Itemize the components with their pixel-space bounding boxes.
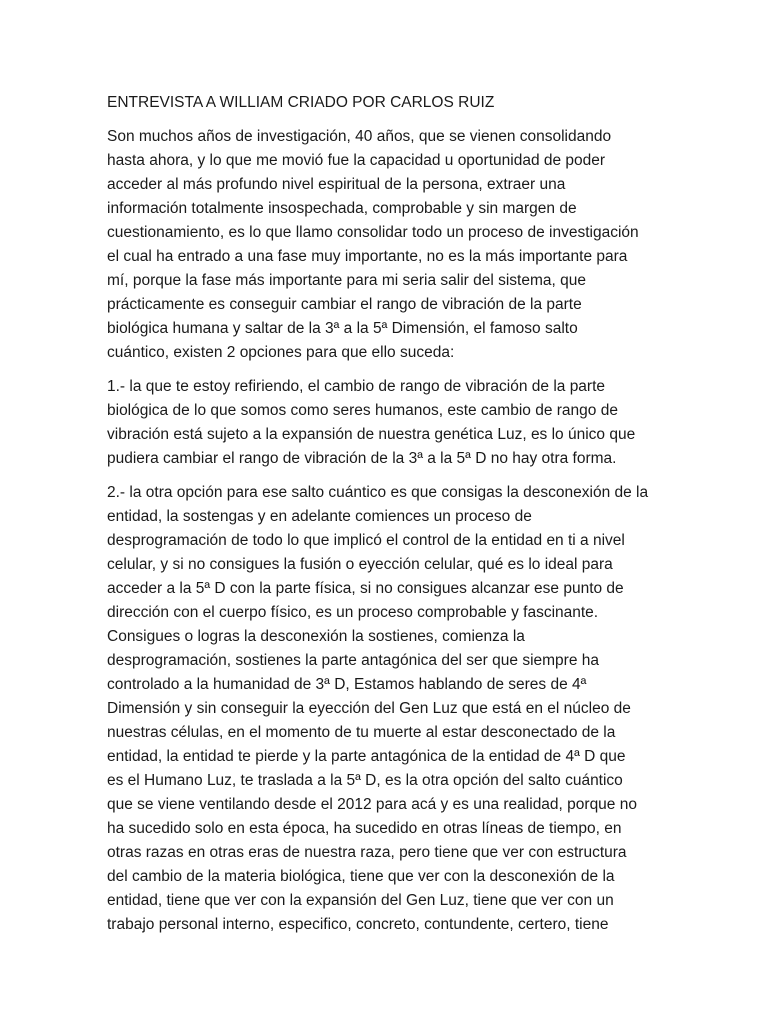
text-line: Dimensión y sin conseguir la eyección del Gen Luz que está en el núcleo de xyxy=(107,700,631,717)
text-line: nuestras células, en el momento de tu muerte al estar desconectado de la xyxy=(107,724,616,741)
text-line: cuestionamiento, es lo que llamo consolidar todo un proceso de investigación xyxy=(107,224,639,241)
text-line: entidad, la entidad te pierde y la parte antagónica de la entidad de 4ª D que xyxy=(107,748,626,765)
text-line: del cambio de la materia biológica, tiene que ver con la desconexión de la xyxy=(107,868,615,885)
text-line: otras razas en otras eras de nuestra raza, pero tiene que ver con estructura xyxy=(107,844,627,861)
text-line: prácticamente es conseguir cambiar el rango de vibración de la parte xyxy=(107,296,582,313)
text-line: entidad, la sostengas y en adelante comiences un proceso de xyxy=(107,508,532,525)
document-body xyxy=(107,125,667,937)
text-line: desprogramación de todo lo que implicó el control de la entidad en ti a nivel xyxy=(107,532,625,549)
text-line: biológica humana y saltar de la 3ª a la 5ª Dimensión, el famoso salto xyxy=(107,320,578,337)
text-line: que se viene ventilando desde el 2012 para acá y es una realidad, porque no xyxy=(107,796,637,813)
text-line: entidad, tiene que ver con la expansión del Gen Luz, tiene que ver con un xyxy=(107,892,614,909)
paragraph-1 xyxy=(107,125,667,365)
text-line: ha sucedido solo en esta época, ha sucedido en otras líneas de tiempo, en xyxy=(107,820,622,837)
text-line: dirección con el cuerpo físico, es un proceso comprobable y fascinante. xyxy=(107,604,599,621)
text-line: información totalmente insospechada, comprobable y sin margen de xyxy=(107,200,577,217)
text-line: hasta ahora, y lo que me movió fue la capacidad u oportunidad de poder xyxy=(107,152,606,169)
document-page xyxy=(107,93,667,947)
text-line: vibración está sujeto a la expansión de nuestra genética Luz, es lo único que xyxy=(107,426,636,443)
paragraph-2 xyxy=(107,375,667,471)
text-line: es el Humano Luz, te traslada a la 5ª D, es la otra opción del salto cuántico xyxy=(107,772,623,789)
text-line: acceder a la 5ª D con la parte física, si no consigues alcanzar ese punto de xyxy=(107,580,624,597)
document-title: ENTREVISTA A WILLIAM CRIADO POR CARLOS RUIZ xyxy=(107,94,495,111)
text-line: desprogramación, sostienes la parte antagónica del ser que siempre ha xyxy=(107,652,599,669)
text-line: cuántico, existen 2 opciones para que ello suceda: xyxy=(107,344,455,361)
text-line: biológica de lo que somos como seres humanos, este cambio de rango de xyxy=(107,402,618,419)
text-line: celular, y si no consigues la fusión o eyección celular, qué es lo ideal para xyxy=(107,556,613,573)
text-line: controlado a la humanidad de 3ª D, Estamos hablando de seres de 4ª xyxy=(107,676,587,693)
text-line: acceder al más profundo nivel espiritual de la persona, extraer una xyxy=(107,176,566,193)
text-line: trabajo personal interno, especifico, concreto, contundente, certero, tiene xyxy=(107,916,609,933)
text-line: 2.- la otra opción para ese salto cuántico es que consigas la desconexión de la xyxy=(107,484,649,501)
text-line: el cual ha entrado a una fase muy importante, no es la más importante para xyxy=(107,248,628,265)
text-line: mí, porque la fase más importante para mi seria salir del sistema, que xyxy=(107,272,586,289)
text-line: Consigues o logras la desconexión la sostienes, comienza la xyxy=(107,628,525,645)
paragraph-3 xyxy=(107,481,667,937)
text-line: Son muchos años de investigación, 40 años, que se vienen consolidando xyxy=(107,128,612,145)
text-line: 1.- la que te estoy refiriendo, el cambio de rango de vibración de la parte xyxy=(107,378,606,395)
text-line: pudiera cambiar el rango de vibración de la 3ª a la 5ª D no hay otra forma. xyxy=(107,450,617,467)
